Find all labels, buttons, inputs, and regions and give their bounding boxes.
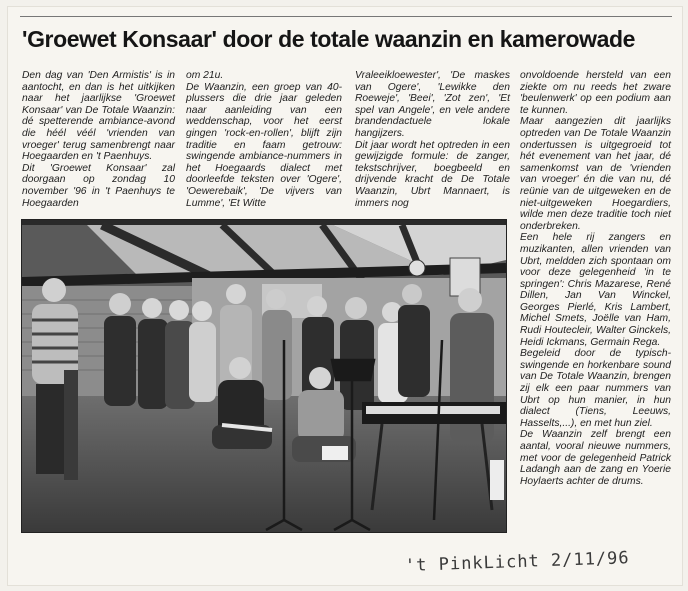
photo-illustration xyxy=(22,220,506,532)
paragraph: Den dag van 'Den Armistis' is in aantocht, en dan is het uitkijken naar het jaarlijkse 'Groewet Konsaar' van De Totale Waanzin: dé spetterende ambiance-avond die héél véél 'vrienden van vroeger' terug samenbrengt naar Hoegaarden en 't Paenhuys. xyxy=(22,70,175,163)
band-group-photo xyxy=(21,219,507,533)
paragraph: Een hele rij zangers en muzikanten, allen vrienden van Ubrt, meldden zich spontaan om voor deze gelegenheid 'in te springen': Chris Mazarese, René Dillen, Jan Van Winckel, Georges Pierlé, Kris Lambert, Michel Smets, Joëlle van Ham, Rudi Houtecleir, Walter Ginckels, Heidi Ickmans, Germain Rega. xyxy=(520,232,671,348)
paragraph: Begeleid door de typisch-swingende en horkenbare sound van De Totale Waanzin, brengen zij elk een paar nummers van Ubrt op hun manier, in hun dialect (Tiens, Leeuws, Hasselts,...), en met hun ziel. xyxy=(520,348,671,429)
article-headline: 'Groewet Konsaar' door de totale waanzin en kamerowade xyxy=(22,26,636,52)
top-rule xyxy=(20,16,672,17)
article-column-1 xyxy=(22,70,175,209)
article-column-2 xyxy=(186,70,342,209)
article-column-4 xyxy=(520,70,671,487)
paragraph: om 21u. xyxy=(186,70,224,81)
paragraph: De Waanzin zelf brengt een aantal, vooral nieuwe nummers, met voor de gelegenheid Patrick Ladangh aan de zang en Yoerie Hoylaerts achter de drums. xyxy=(520,429,671,487)
paragraph: De Waanzin, een groep van 40-plussers die drie jaar geleden naar aanleiding van een weddenschap, voor het eerst gingen 'rock-en-rollen', blijft zijn traditie en faam getrouw: swingende ambiance-nummers in het Hoegaards dialect met doorleefde teksten over 'Ogere', 'Oewerebaik', 'De vijvers van Lumme', 'Et Witte xyxy=(186,81,342,209)
paragraph: Dit jaar wordt het optreden in een gewijzigde formule: de zanger, tekstschrijver, boegbeeld en drijvende kracht de De Totale Waanzin, Ubrt Mannaert, is immers nog xyxy=(355,139,510,209)
handwritten-source-note: 't PinkLicht 2/11/96 xyxy=(404,548,630,576)
paragraph: onvoldoende hersteld van een ziekte om nu reeds het zware 'beulenwerk' op een podium aan te kunnen. xyxy=(520,70,671,116)
paragraph: Dit 'Groewet Konsaar' zal doorgaan op zondag 10 november '96 in 't Paenhuys te Hoegaarden xyxy=(22,162,175,209)
article-column-3 xyxy=(355,70,510,209)
paragraph: Maar aangezien dit jaarlijks optreden van De Totale Waanzin ondertussen is uitgegroeid tot hét evenement van het jaar, dé samenkomst van de 'vrienden van vroeger' én die van nu, dé reünie van de uitgeweken en de niet-uitgeweken Hoegardiers, wilde men deze traditie toch niet onderbreken. xyxy=(520,116,671,232)
paragraph: Vraleeikloewester', 'De maskes van Ogere', 'Lewikke den Roeweje', 'Beei', 'Zot zen', 'Et spel van Angele', en vele andere brandendactuele lokale hangijzers. xyxy=(355,70,510,139)
